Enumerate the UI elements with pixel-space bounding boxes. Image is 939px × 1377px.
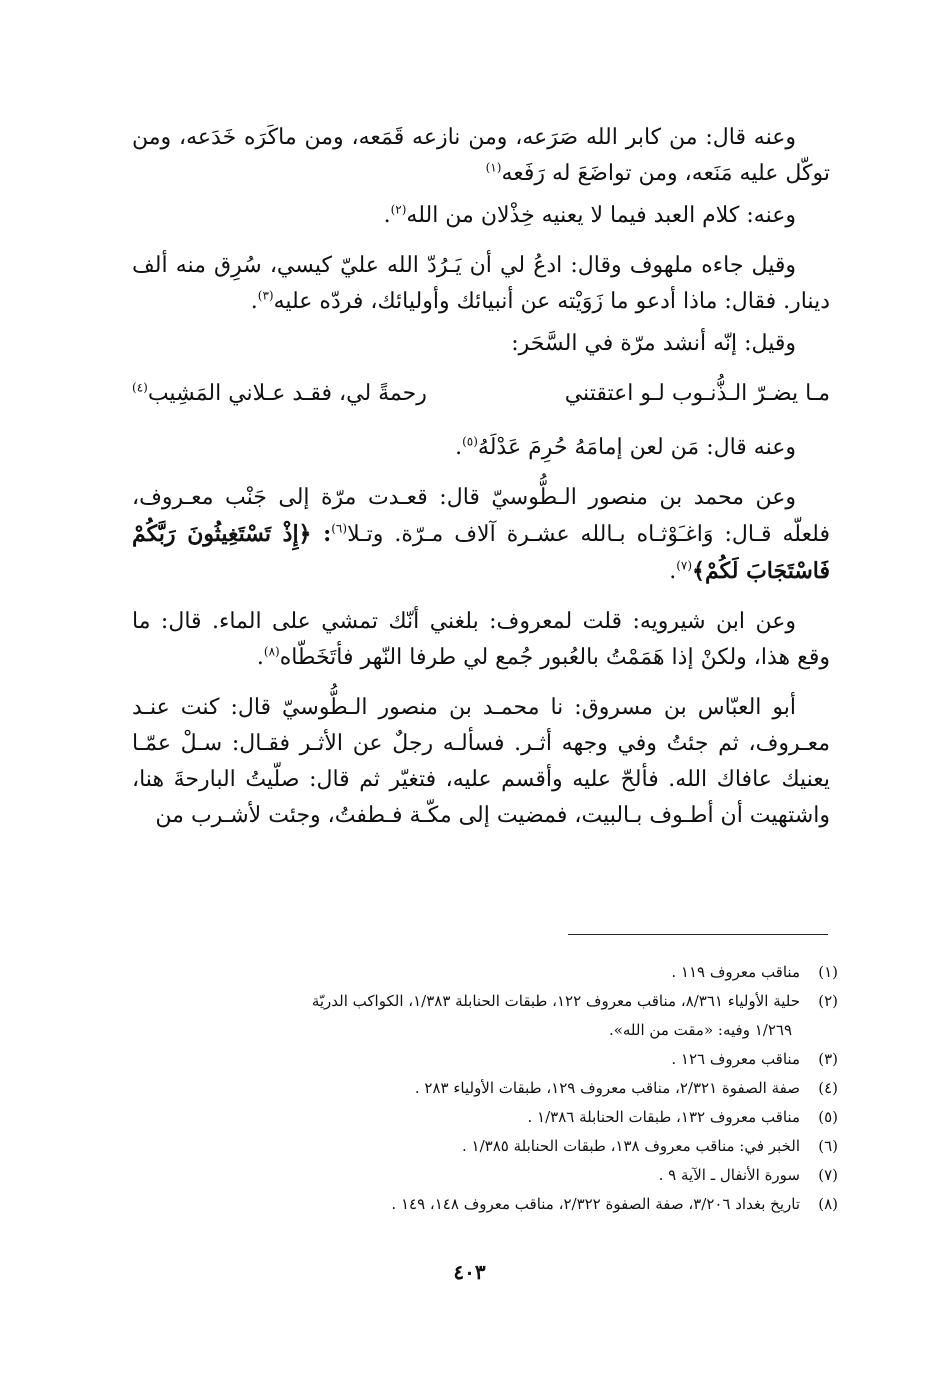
- footnote-8: [132, 1190, 838, 1219]
- footnote-number: (٧): [818, 1166, 838, 1184]
- footnote-number: (٥): [818, 1108, 838, 1126]
- footnote-7: [132, 1161, 838, 1190]
- paragraph-text: وقيل جاءه ملهوف وقال: ادعُ لي أن يَـرُدّ الله عليّ كيسي، سُرِق منه ألف دينار. فقال: ماذا أدعو ما زَوَيْته عن أنبيائك وأوليائك، فردّه عليه: [132, 253, 830, 314]
- paragraph-text: وعن محمد بن منصور الـطُّوسيّ قال: قعـدت مرّة إلى جَنْب معـروف، فلعلّه قـال: وَاغـَوْثـاه بـالله عشـرة آلاف مـرّة. وتـلا: [132, 485, 830, 547]
- footnote-separator: [568, 934, 828, 935]
- footnote-number: (١): [818, 963, 838, 981]
- footnote-number: (٣): [818, 1050, 838, 1068]
- paragraph-text: وعن ابن شيرويه: قلت لمعروف: بلغني أنّك تمشي على الماء. قال: ما وقع هذا، ولكنْ إذا هَمَمْتُ بالعُبور جُمع لي طرفا النّهر فأتَخَطّاه: [132, 609, 830, 670]
- quran-verse: : ﴿إِذْ تَسْتَغِيثُونَ رَبَّكُمْ فَاسْتَجَابَ لَكُمْ﴾: [132, 521, 830, 584]
- footnote-marker[interactable]: (٣): [257, 288, 274, 303]
- footnote-2: [132, 987, 838, 1016]
- footnote-marker[interactable]: (٦): [331, 521, 348, 536]
- footnote-text: مناقب معروف ١٢٦ .: [671, 1050, 800, 1068]
- paragraph-text: وعنه قال: من كابر الله صَرَعه، ومن نازعه قَمَعه، ومن ماكَرَه خَدَعه، ومن توكّل عليه مَنَعه، ومن تواضَعَ له رَفَعه: [132, 125, 830, 186]
- paragraph-tail: .: [383, 203, 391, 228]
- footnote-marker[interactable]: (٧): [676, 558, 693, 573]
- paragraph-1: [132, 120, 830, 192]
- footnote-text: صفة الصفوة ٢/٣٢١، مناقب معروف ١٢٩، طبقات الأولياء ٢٨٣ .: [414, 1079, 800, 1097]
- paragraph-tail: .: [250, 289, 258, 314]
- poem-second-hemistich-wrap: [132, 376, 427, 412]
- paragraph-7: [132, 604, 830, 676]
- paragraph-tail: .: [256, 645, 264, 670]
- footnote-text: حلية الأولياء ٨/٣٦١، مناقب معروف ١٢٢، طبقات الحنابلة ١/٣٨٣، الكواكب الدريّة: [311, 992, 800, 1010]
- paragraph-4: [132, 326, 830, 362]
- footnote-text: سورة الأنفال ـ الآية ٩ .: [658, 1166, 800, 1184]
- footnote-marker[interactable]: (٤): [132, 380, 148, 395]
- footnote-number: (٨): [818, 1195, 838, 1213]
- footnote-text: مناقب معروف ١١٩ .: [671, 963, 800, 981]
- footnote-number: (٦): [818, 1137, 838, 1155]
- paragraph-text: وقيل: إنّه أنشد مرّة في السَّحَر:: [511, 331, 796, 356]
- paragraph-text: وعنه قال: مَن لعن إمامَهُ حُرِمَ عَدْلَهُ: [477, 435, 796, 460]
- paragraph-text: أبو العبّاس بن مسروق: نا محمـد بن منصور الـطُّوسيّ قال: كنت عنـد معـروف، ثم جئتُ وفي وجهه أثـر. فسألـه رجلٌ عن الأثـر فقـال: سـلْ عمّـا يعنيك عافاك الله. فألحّ عليه وأقسم عليه، فتغيّر ثم قال: صلّيتُ البارحةَ هنا، واشتهيت أن أطـوف بـالبيت، فمضيت إلى مكّـة فـطفتُ، وجئت لأشـرب من: [132, 695, 830, 828]
- footnote-number: (٤): [818, 1079, 838, 1097]
- footnote-4: [132, 1074, 838, 1103]
- poem-verse: [132, 376, 830, 412]
- paragraph-6: [132, 480, 830, 590]
- paragraph-tail: .: [669, 559, 677, 584]
- paragraph-3: [132, 248, 830, 320]
- footnote-number: (٢): [818, 992, 838, 1010]
- footnote-text: الخبر في: مناقب معروف ١٣٨، طبقات الحنابلة ١/٣٨٥ .: [462, 1137, 800, 1155]
- footnote-marker[interactable]: (٢): [390, 202, 407, 217]
- footnote-text: تاريخ بغداد ٣/٢٠٦، صفة الصفوة ٢/٣٢٢، مناقب معروف ١٤٨، ١٤٩ .: [391, 1195, 800, 1213]
- paragraph-tail: .: [455, 435, 463, 460]
- footnote-marker[interactable]: (٥): [462, 434, 478, 449]
- footnote-5: [132, 1103, 838, 1132]
- footnote-marker[interactable]: (١): [485, 160, 502, 175]
- footnote-2-continuation: ١/٢٦٩ وفيه: «مقت من الله».: [608, 1021, 792, 1039]
- poem-second-hemistich: رحمةً لي، فقـد عـلاني المَشِيب: [147, 381, 427, 406]
- footnote-text: مناقب معروف ١٣٢، طبقات الحنابلة ١/٣٨٦ .: [527, 1108, 800, 1126]
- footnotes: [132, 958, 838, 1219]
- footnote-1: [132, 958, 838, 987]
- paragraph-text: وعنه: كلام العبد فيما لا يعنيه خِذْلان من الله: [406, 203, 796, 228]
- page-number: ٤٠٣: [453, 1260, 486, 1284]
- footnote-3: [132, 1045, 838, 1074]
- paragraph-8: [132, 690, 830, 834]
- paragraph-2: [132, 198, 830, 234]
- footnote-marker[interactable]: (٨): [263, 644, 280, 659]
- footnote-6: [132, 1132, 838, 1161]
- poem-first-hemistich: مـا يضـرّ الـذُّنـوب لـو اعتقتني: [564, 381, 830, 406]
- main-text: [132, 120, 830, 848]
- paragraph-5: [132, 430, 830, 466]
